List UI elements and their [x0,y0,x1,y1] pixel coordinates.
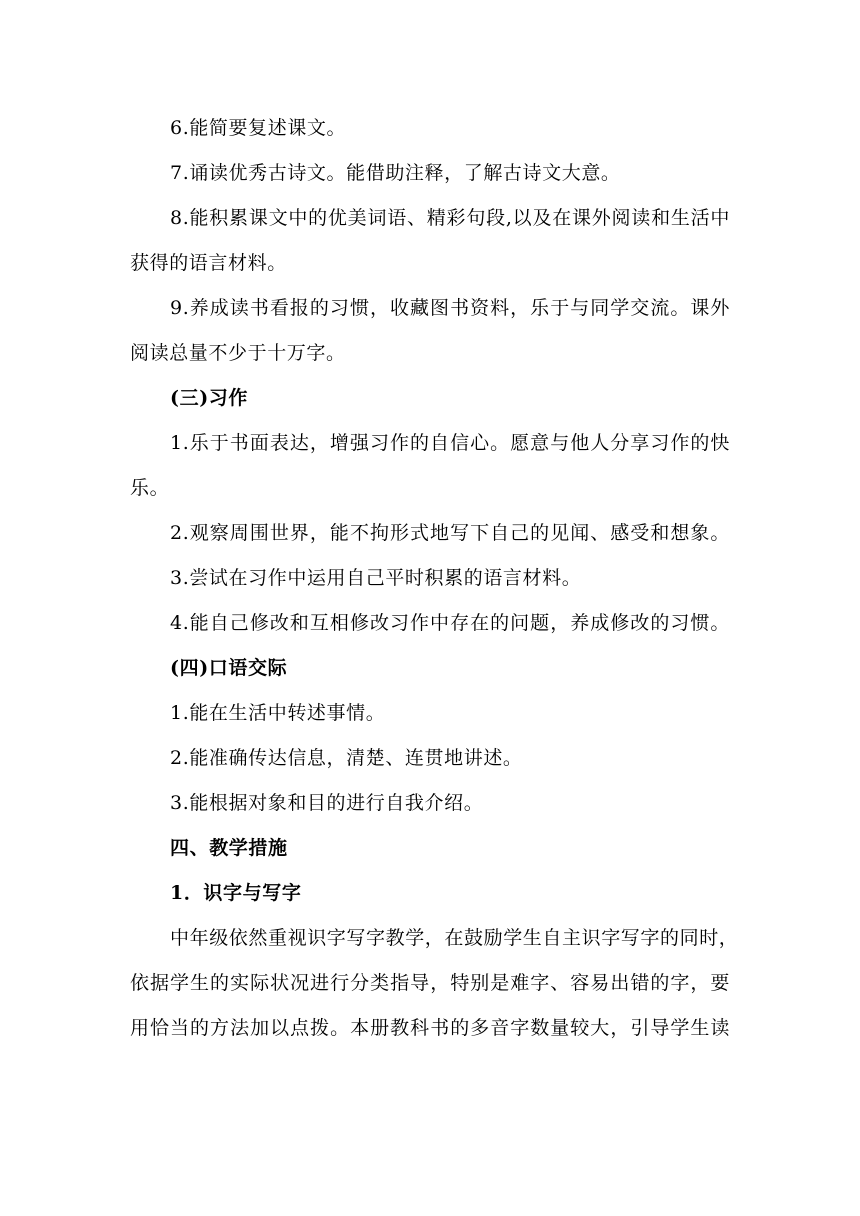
paragraph-line: 3.能根据对象和目的进行自我介绍。 [170,792,484,814]
section-heading: (四)口语交际 [170,657,288,679]
paragraph-line: 用恰当的方法加以点拨。本册教科书的多音字数量较大，引导学生读 [130,1017,730,1039]
section-heading: (三)习作 [170,387,248,409]
section-heading: 四、教学措施 [170,837,288,859]
paragraph-line: 乐。 [130,477,170,499]
paragraph-line: 2.观察周围世界，能不拘形式地写下自己的见闻、感受和想象。 [170,522,730,544]
paragraph-line: 中年级依然重视识字写字教学，在鼓励学生自主识字写字的同时， [170,927,739,949]
paragraph-line: 9.养成读书看报的习惯，收藏图书资料，乐于与同学交流。课外 [170,297,730,319]
paragraph-line: 1.乐于书面表达，增强习作的自信心。愿意与他人分享习作的快 [170,432,730,454]
paragraph-line: 3.尝试在习作中运用自己平时积累的语言材料。 [170,567,582,589]
paragraph-line: 8.能积累课文中的优美词语、精彩句段,以及在课外阅读和生活中 [170,207,730,229]
paragraph-line: 阅读总量不少于十万字。 [130,342,346,364]
paragraph-line: 获得的语言材料。 [130,252,287,274]
paragraph-line: 2.能准确传达信息，清楚、连贯地讲述。 [170,747,523,769]
paragraph-line: 依据学生的实际状况进行分类指导，特别是难字、容易出错的字，要 [130,972,730,994]
paragraph-line: 4.能自己修改和互相修改习作中存在的问题，养成修改的习惯。 [170,612,730,634]
paragraph-line: 7.诵读优秀古诗文。能借助注释，了解古诗文大意。 [170,162,621,184]
paragraph-line: 1.能在生活中转述事情。 [170,702,386,724]
subsection-heading: 1．识字与写字 [170,882,302,904]
paragraph-line: 6.能简要复述课文。 [170,117,347,139]
